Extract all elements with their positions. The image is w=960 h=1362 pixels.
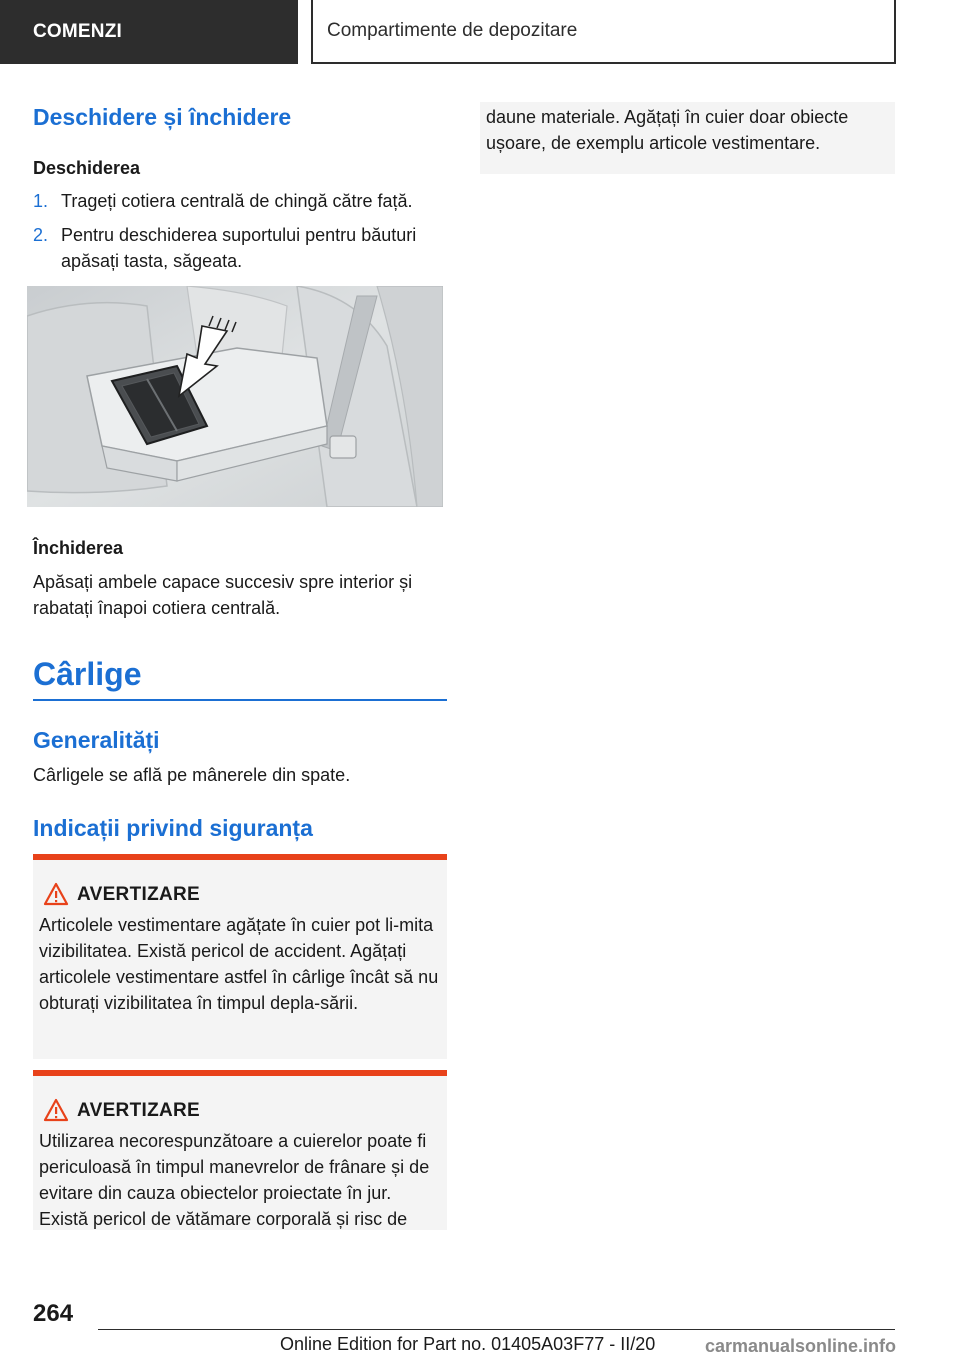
- warning-continuation: [480, 102, 895, 174]
- watermark-text: carmanualsonline.info: [705, 1336, 897, 1356]
- general-heading: Generalități: [33, 727, 160, 753]
- continued-text: daune materiale. Agățați în cuier doar obiecte ușoare, de exemplu articole vestimentare.: [486, 107, 849, 153]
- opening-title: Deschiderea: [33, 158, 141, 178]
- closing-text: Apăsați ambele capace succesiv spre interior și rabatați înapoi cotiera centrală.: [33, 572, 413, 618]
- heading-rule: [33, 699, 447, 701]
- warning-text: Articolele vestimentare agățate în cuier pot li-mita vizibilitatea. Există pericol de accident. Agățați articolele vestimentare astfel în cârlige încât să nu obturați vizibilitatea în timpul depla-sării.: [39, 915, 439, 1013]
- warning-text: Utilizarea necorespunzătoare a cuierelor poate fi periculoasă în timpul manevrelor de frânare și de evitare din cauza obiectelor proiectate în jur. Există pericol de vătămare corporală și risc de: [39, 1131, 430, 1229]
- safety-heading: Indicații privind siguranța: [33, 815, 313, 841]
- armrest-illustration: [27, 286, 443, 507]
- warning-bar: [33, 854, 447, 860]
- hooks-heading: Cârlige: [33, 656, 142, 692]
- page-number: 264: [33, 1300, 74, 1327]
- opening-step-2: [33, 222, 443, 274]
- heading-open-close: Deschidere și închidere: [33, 104, 292, 130]
- warning-triangle-icon: [43, 1098, 69, 1122]
- step-number: 2.: [33, 225, 49, 245]
- opening-step-1: [33, 188, 443, 214]
- warning-label: AVERTIZARE: [77, 884, 200, 905]
- warning-triangle-icon: [43, 882, 69, 906]
- closing-title: Închiderea: [33, 538, 124, 558]
- warning-bar: [33, 1070, 447, 1076]
- chapter-tab: COMENZI: [0, 0, 298, 64]
- general-text: Cârligele se află pe mânerele din spate.: [33, 765, 351, 785]
- warning-label: AVERTIZARE: [77, 1100, 200, 1121]
- warning-box: [33, 854, 447, 1059]
- warning-box: [33, 1070, 447, 1230]
- footer-rule: [98, 1329, 895, 1330]
- step-number: 1.: [33, 191, 49, 211]
- step-text: Pentru deschiderea suportului pentru băuturi apăsați tasta, săgeata.: [61, 225, 417, 271]
- section-tab: Compartimente de depozitare: [311, 0, 896, 64]
- edition-text: Online Edition for Part no. 01405A03F77 - II/20: [280, 1334, 656, 1354]
- step-text: Trageți cotiera centrală de chingă către față.: [61, 191, 413, 211]
